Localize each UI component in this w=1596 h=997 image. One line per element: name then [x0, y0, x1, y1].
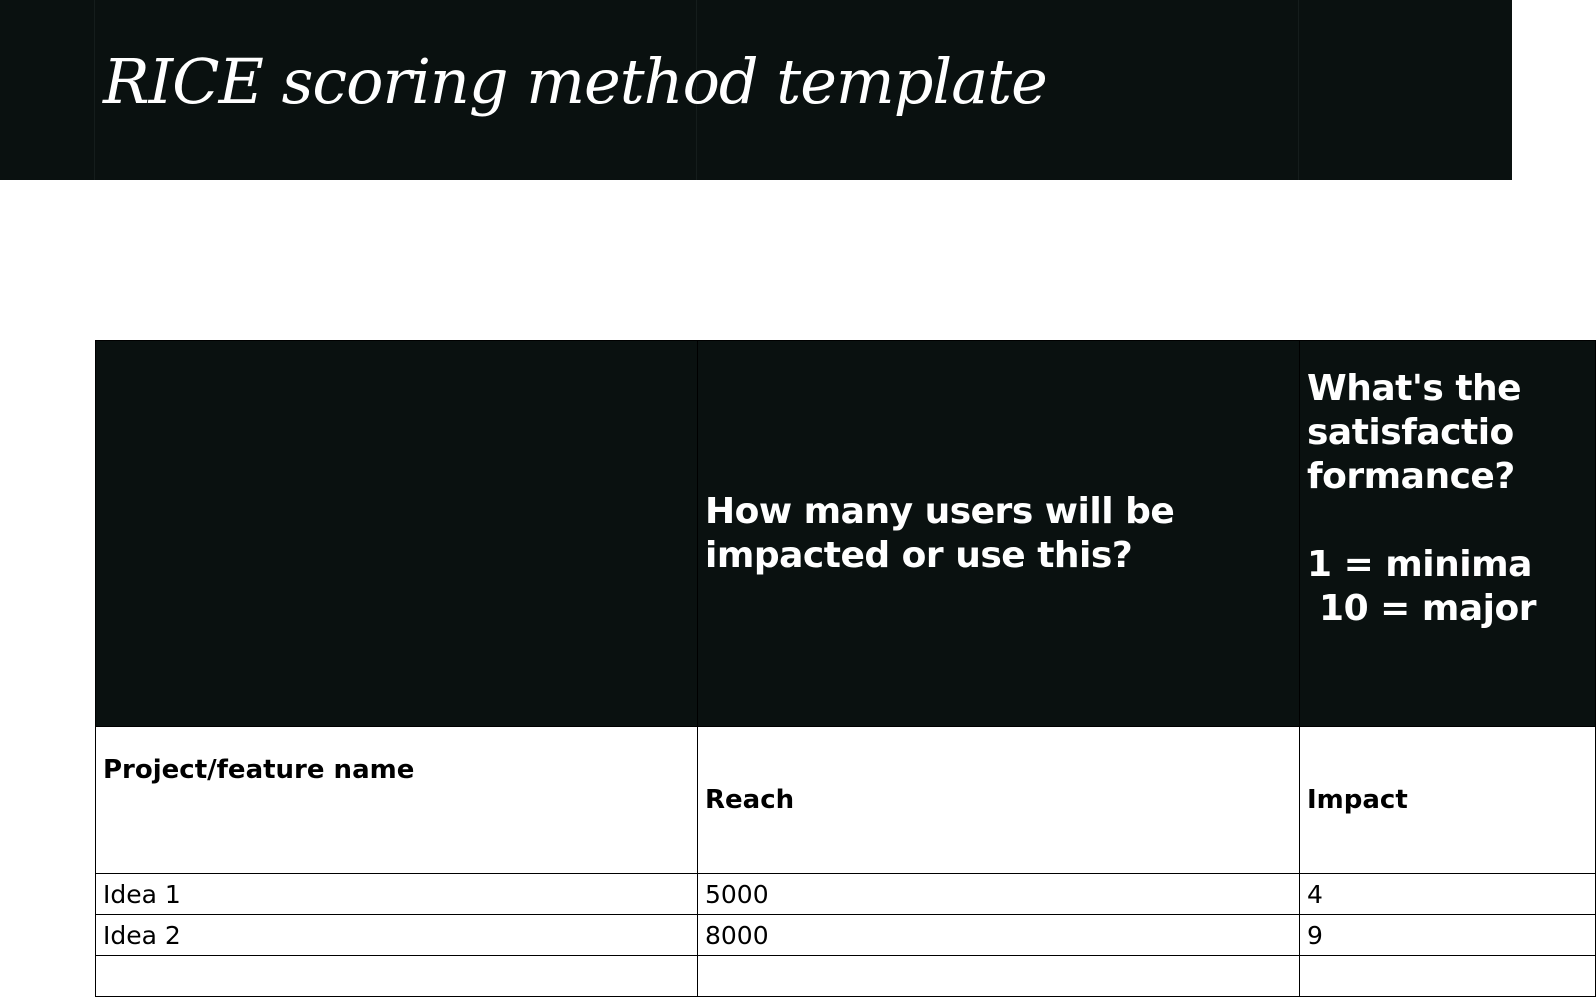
impact-cell[interactable]	[1300, 956, 1596, 997]
name-cell[interactable]: Idea 1	[96, 874, 698, 915]
banner-gridline	[94, 0, 95, 180]
banner-gridline	[1298, 0, 1299, 180]
column-header-row	[96, 727, 1596, 874]
name-cell[interactable]: Idea 2	[96, 915, 698, 956]
table-row	[96, 874, 1596, 915]
prompt-row	[96, 341, 1596, 727]
reach-prompt-text: How many users will be impacted or use this?	[705, 490, 1175, 576]
reach-column-header[interactable]: Reach	[698, 727, 1300, 874]
page-title[interactable]: RICE scoring method template	[103, 45, 1047, 118]
impact-cell[interactable]: 4	[1300, 874, 1596, 915]
name-cell[interactable]	[96, 956, 698, 997]
reach-cell[interactable]: 8000	[698, 915, 1300, 956]
reach-cell[interactable]: 5000	[698, 874, 1300, 915]
impact-cell[interactable]: 9	[1300, 915, 1596, 956]
name-prompt-cell[interactable]	[96, 341, 698, 727]
table-row	[96, 915, 1596, 956]
impact-prompt-text: What's the satisfactio formance? 1 = minima 10 = major	[1307, 368, 1536, 629]
reach-cell[interactable]	[698, 956, 1300, 997]
table-row	[96, 956, 1596, 997]
impact-prompt-cell[interactable]	[1300, 341, 1596, 727]
name-column-header[interactable]: Project/feature name	[96, 727, 698, 874]
reach-prompt-cell[interactable]	[698, 341, 1300, 727]
rice-scoring-table	[95, 340, 1596, 997]
impact-column-header[interactable]: Impact	[1300, 727, 1596, 874]
title-banner	[0, 0, 1512, 180]
